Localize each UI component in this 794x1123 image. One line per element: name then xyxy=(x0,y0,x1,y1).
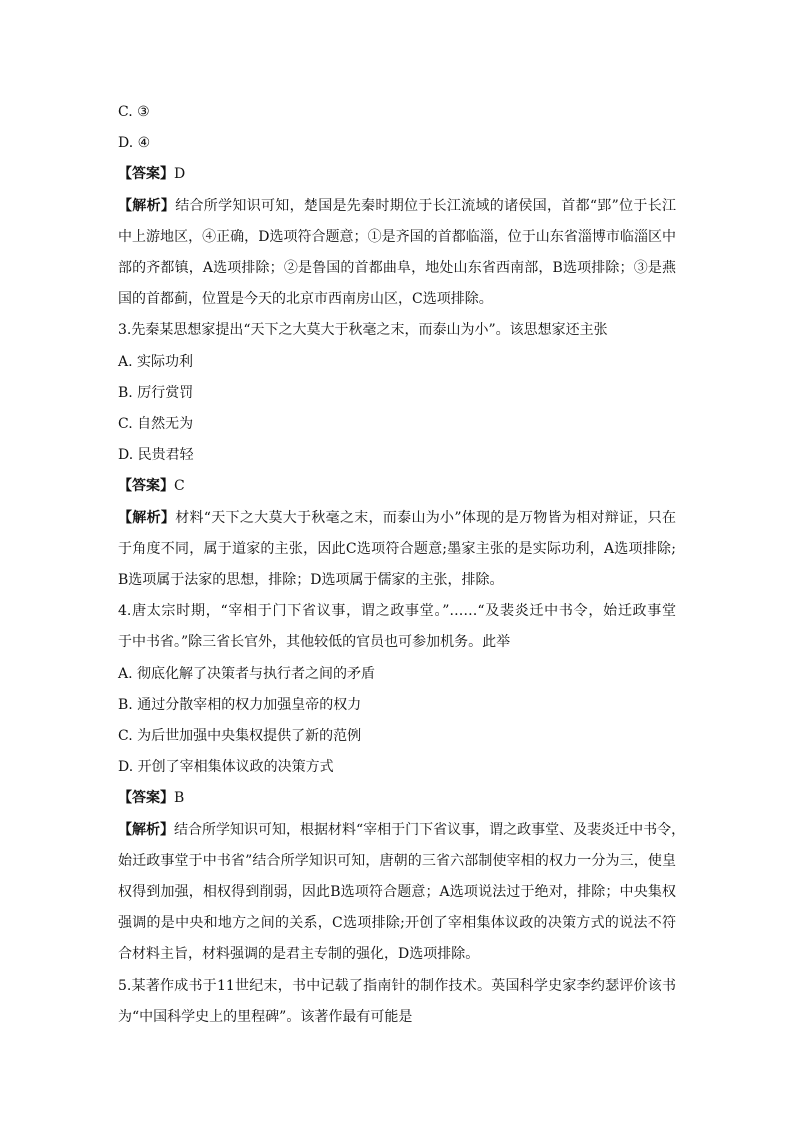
q4-answer-line xyxy=(118,788,184,808)
analysis-label: 【解析】 xyxy=(118,198,176,214)
q4-analysis-line: 始迁政事堂于中书省”结合所学知识可知，唐朝的三省六部制使宰相的权力一分为三，使皇 xyxy=(118,853,676,869)
question-4-stem: 4.唐太宗时期，“宰相于门下省议事，谓之政事堂。”……“及裴炎迁中书令，始迁政事堂 xyxy=(118,603,676,619)
q4-analysis-line xyxy=(118,820,686,840)
q3-analysis-line: B选项属于法家的思想，排除；D选项属于儒家的主张，排除。 xyxy=(118,572,504,588)
q3-analysis-line xyxy=(118,508,676,528)
q4-analysis-line: 权得到加强，相权得到削弱，因此B选项符合题意；A选项说法过于绝对，排除；中央集权 xyxy=(118,884,676,900)
q3-option-c: C. 自然无为 xyxy=(118,416,194,432)
q4-option-b: B. 通过分散宰相的权力加强皇帝的权力 xyxy=(118,697,362,713)
q4-analysis-line: 合材料主旨，材料强调的是君主专制的强化，D选项排除。 xyxy=(118,946,480,962)
question-3-stem: 3.先秦某思想家提出“天下之大莫大于秋毫之末，而泰山为小”。该思想家还主张 xyxy=(118,322,608,338)
question-4-stem: 于中书省。”除三省长官外，其他较低的官员也可参加机务。此举 xyxy=(118,634,511,650)
question-5-stem: 为“中国科学史上的里程碑”。该著作最有可能是 xyxy=(118,1009,413,1025)
analysis-label: 【解析】 xyxy=(118,510,176,526)
q3-answer-line xyxy=(118,476,185,496)
q3-analysis-line: 于角度不同，属于道家的主张，因此C选项符合题意;墨家主张的是实际功利，A选项排除; xyxy=(118,541,676,557)
option-d-prev: D. ④ xyxy=(118,135,151,151)
analysis-line: 国的首都蓟，位置是今天的北京市西南房山区，C选项排除。 xyxy=(118,291,493,307)
analysis-line: 中上游地区，④正确，D选项符合题意；①是齐国的首都临淄，位于山东省淄博市临淄区中 xyxy=(118,229,676,245)
q4-analysis-line: 强调的是中央和地方之间的关系，C选项排除;开创了宰相集体议政的决策方式的说法不符 xyxy=(118,915,676,931)
analysis-line: 部的齐都镇，A选项排除；②是鲁国的首都曲阜，地处山东省西南部，B选项排除；③是燕 xyxy=(118,260,676,276)
q4-option-d: D. 开创了宰相集体议政的决策方式 xyxy=(118,759,334,775)
option-c-prev: C. ③ xyxy=(118,104,150,120)
analysis-text: 结合所学知识可知，根据材料“宰相于门下省议事，谓之政事堂、及裴炎迁中书令， xyxy=(174,822,686,838)
answer-label: 【答案】 xyxy=(118,790,174,806)
analysis-text: 材料“天下之大莫大于秋毫之末，而泰山为小”体现的是万物皆为相对辩证，只在 xyxy=(175,510,677,526)
q3-option-d: D. 民贵君轻 xyxy=(118,447,194,463)
answer-value: D xyxy=(174,166,186,182)
analysis-label: 【解析】 xyxy=(118,822,174,838)
question-5-stem: 5.某著作成书于11世纪末，书中记载了指南针的制作技术。英国科学史家李约瑟评价该书 xyxy=(118,978,676,994)
q4-option-c: C. 为后世加强中央集权提供了新的范例 xyxy=(118,728,362,744)
answer-label: 【答案】 xyxy=(118,166,174,182)
q4-option-a: A. 彻底化解了决策者与执行者之间的矛盾 xyxy=(118,666,376,682)
answer-line-prev xyxy=(118,164,185,184)
answer-value: B xyxy=(174,790,185,806)
q3-option-a: A. 实际功利 xyxy=(118,354,194,370)
analysis-line xyxy=(118,196,676,216)
answer-value: C xyxy=(174,478,185,494)
q3-option-b: B. 厉行赏罚 xyxy=(118,385,194,401)
analysis-text: 结合所学知识可知，楚国是先秦时期位于长江流域的诸侯国，首都“郢”位于长江 xyxy=(175,198,677,214)
answer-label: 【答案】 xyxy=(118,478,174,494)
